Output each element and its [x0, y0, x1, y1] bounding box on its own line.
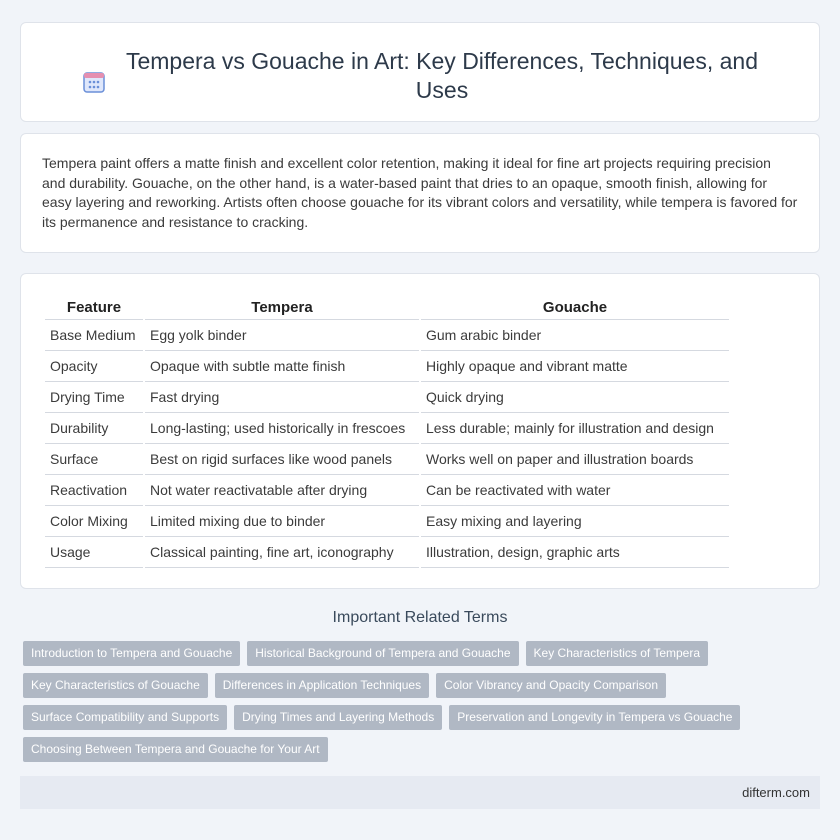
related-term-link[interactable]: Color Vibrancy and Opacity Comparison	[436, 673, 666, 698]
tempera-cell: Best on rigid surfaces like wood panels	[145, 444, 419, 475]
tempera-cell: Fast drying	[145, 382, 419, 413]
related-term-link[interactable]: Introduction to Tempera and Gouache	[23, 641, 240, 666]
comparison-table	[43, 296, 731, 568]
calendar-grid-icon	[81, 69, 107, 95]
footer-bar	[20, 776, 820, 809]
header-feature: Feature	[45, 296, 143, 320]
table-row	[45, 444, 729, 475]
related-terms-list	[23, 641, 813, 769]
tempera-cell: Limited mixing due to binder	[145, 506, 419, 537]
related-term-link[interactable]: Historical Background of Tempera and Gouache	[247, 641, 518, 666]
gouache-cell: Easy mixing and layering	[421, 506, 729, 537]
related-term-link[interactable]: Choosing Between Tempera and Gouache for Your Art	[23, 737, 328, 762]
header-card	[20, 22, 820, 122]
related-term-link[interactable]: Drying Times and Layering Methods	[234, 705, 442, 730]
header-gouache: Gouache	[421, 296, 729, 320]
feature-cell: Color Mixing	[45, 506, 143, 537]
table-row	[45, 382, 729, 413]
gouache-cell: Less durable; mainly for illustration and design	[421, 413, 729, 444]
footer-site-link[interactable]: difterm.com	[742, 785, 810, 800]
tempera-cell: Not water reactivatable after drying	[145, 475, 419, 506]
table-row	[45, 413, 729, 444]
gouache-cell: Illustration, design, graphic arts	[421, 537, 729, 568]
feature-cell: Usage	[45, 537, 143, 568]
page-title: Tempera vs Gouache in Art: Key Differences, Techniques, and Uses	[125, 48, 758, 103]
related-term-link[interactable]: Preservation and Longevity in Tempera vs Gouache	[449, 705, 740, 730]
tempera-cell: Long-lasting; used historically in frescoes	[145, 413, 419, 444]
table-row	[45, 475, 729, 506]
intro-paragraph: Tempera paint offers a matte finish and excellent color retention, making it ideal for fine art projects requiring precision and durability. Gouache, on the other hand, is a water-based paint that dries to an opaque, smooth finish, allowing for easy layering and reworking. Artists often choose gouache for its vibrant colors and versatility, while tempera is favored for its permanence and resistance to cracking.	[42, 155, 798, 230]
table-row	[45, 537, 729, 568]
gouache-cell: Highly opaque and vibrant matte	[421, 351, 729, 382]
gouache-cell: Works well on paper and illustration boards	[421, 444, 729, 475]
feature-cell: Opacity	[45, 351, 143, 382]
header-tempera: Tempera	[145, 296, 419, 320]
intro-card	[20, 133, 820, 253]
related-term-link[interactable]: Differences in Application Techniques	[215, 673, 429, 698]
related-term-link[interactable]: Surface Compatibility and Supports	[23, 705, 227, 730]
gouache-cell: Gum arabic binder	[421, 320, 729, 351]
related-term-link[interactable]: Key Characteristics of Gouache	[23, 673, 208, 698]
feature-cell: Drying Time	[45, 382, 143, 413]
comparison-card	[20, 273, 820, 589]
feature-cell: Reactivation	[45, 475, 143, 506]
related-term-link[interactable]: Key Characteristics of Tempera	[526, 641, 709, 666]
related-terms-heading: Important Related Terms	[332, 609, 508, 626]
tempera-cell: Egg yolk binder	[145, 320, 419, 351]
title-row	[21, 23, 819, 105]
table-row	[45, 320, 729, 351]
feature-cell: Surface	[45, 444, 143, 475]
tempera-cell: Classical painting, fine art, iconography	[145, 537, 419, 568]
table-row	[45, 351, 729, 382]
gouache-cell: Quick drying	[421, 382, 729, 413]
table-header-row	[45, 296, 729, 320]
feature-cell: Durability	[45, 413, 143, 444]
feature-cell: Base Medium	[45, 320, 143, 351]
tempera-cell: Opaque with subtle matte finish	[145, 351, 419, 382]
table-row	[45, 506, 729, 537]
gouache-cell: Can be reactivated with water	[421, 475, 729, 506]
